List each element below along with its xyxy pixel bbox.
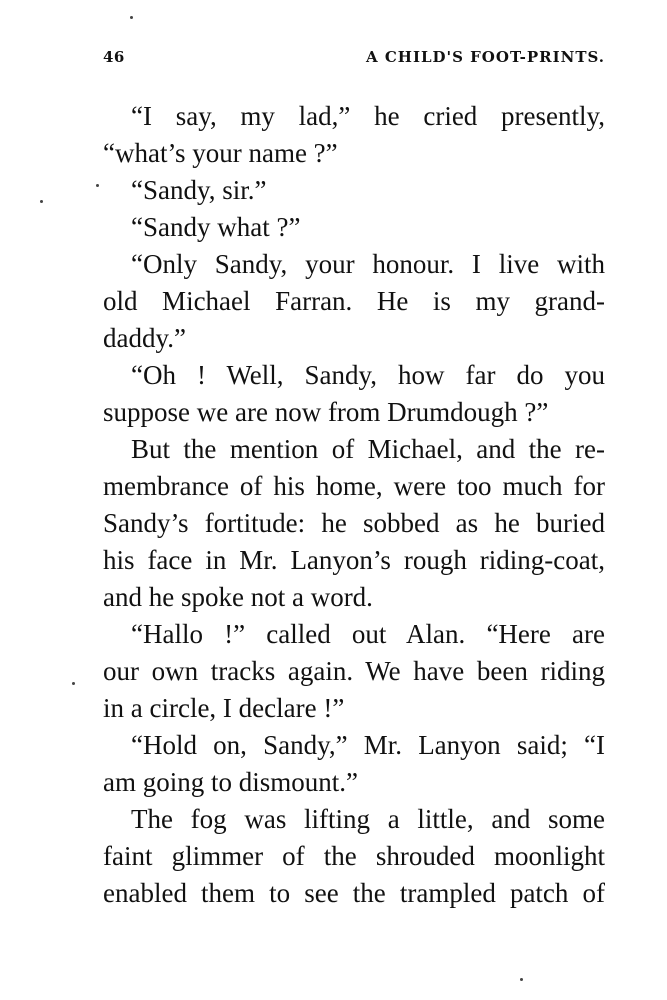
text-line: “Oh ! Well, Sandy, how far do you: [131, 360, 605, 390]
text-line: membrance of his home, were too much for: [103, 471, 605, 501]
text-line: But the mention of Michael, and the re-: [131, 434, 605, 464]
print-speck: [72, 682, 75, 685]
text-line: and he spoke not a word.: [103, 582, 373, 612]
text-line: “Sandy what ?”: [131, 212, 301, 242]
page-number: 46: [103, 48, 125, 66]
text-line: faint glimmer of the shrouded moonlight: [103, 841, 605, 871]
text-line: The fog was lifting a little, and some: [131, 804, 605, 834]
body-text: [103, 98, 605, 912]
text-line: “Hold on, Sandy,” Mr. Lanyon said; “I: [131, 730, 605, 760]
text-line: “Only Sandy, your honour. I live with: [131, 249, 605, 279]
print-speck: [130, 16, 133, 19]
text-line: Sandy’s fortitude: he sobbed as he buried: [103, 508, 605, 538]
text-line: am going to dismount.”: [103, 767, 358, 797]
text-line: enabled them to see the trampled patch of: [103, 878, 605, 908]
running-title: A CHILD'S FOOT-PRINTS.: [365, 48, 605, 66]
text-line: our own tracks again. We have been riding: [103, 656, 605, 686]
text-line: suppose we are now from Drumdough ?”: [103, 397, 549, 427]
print-speck: [96, 184, 99, 187]
text-line: “I say, my lad,” he cried presently,: [131, 101, 605, 131]
text-line: daddy.”: [103, 323, 186, 353]
text-line: “what’s your name ?”: [103, 138, 338, 168]
text-line: his face in Mr. Lanyon’s rough riding-coat,: [103, 545, 605, 575]
print-speck: [40, 200, 43, 203]
text-line: in a circle, I declare !”: [103, 693, 345, 723]
text-line: “Sandy, sir.”: [131, 175, 267, 205]
print-speck: [520, 978, 523, 981]
running-head: [103, 48, 605, 72]
text-line: old Michael Farran. He is my grand-: [103, 286, 605, 316]
text-line: “Hallo !” called out Alan. “Here are: [131, 619, 605, 649]
